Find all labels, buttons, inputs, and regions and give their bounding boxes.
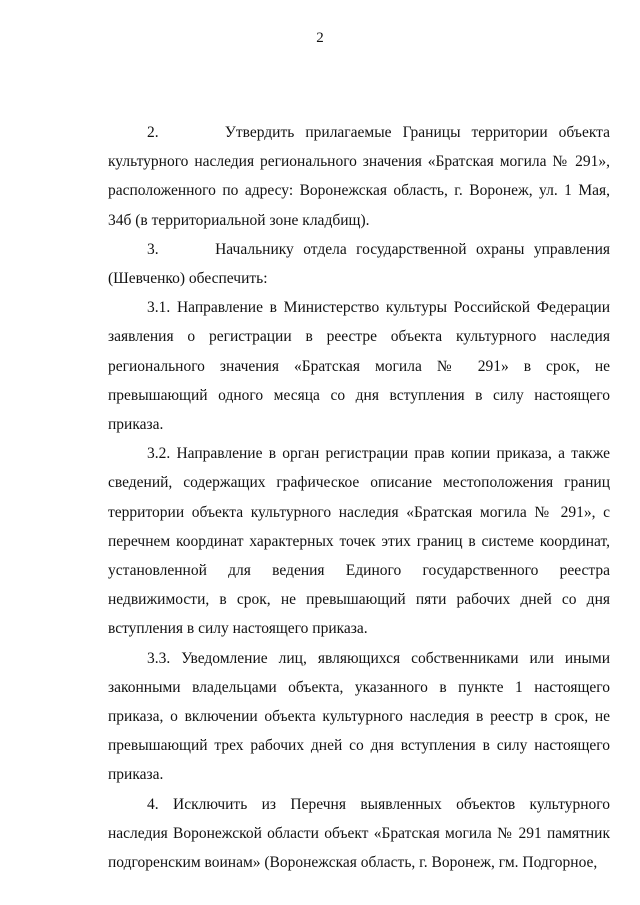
page-number: 2 — [316, 30, 324, 46]
paragraph-item-3: 3. Начальнику отдела государственной охраны управления (Шевченко) обеспечить: — [108, 240, 610, 288]
paragraph-item-3-1: 3.1. Направление в Министерство культуры Российской Федерации заявления о регистрации в реестре объекта культурного наследия регионального значения «Братская могила № 291» в срок, не превышающий одного месяца со дня вступления в силу настоящего приказа. — [108, 299, 610, 434]
document-body — [108, 118, 610, 877]
paragraph-item-4: 4. Исключить из Перечня выявленных объектов культурного наследия Воронежской области объект «Братская могила № 291 памятник подгоренским воинам» (Воронежская область, г. Воронеж, гм. Подгорное, — [108, 795, 610, 872]
paragraph-item-3-2: 3.2. Направление в орган регистрации прав копии приказа, а также сведений, содержащих графическое описание местоположения границ территории объекта культурного наследия «Братская могила № 291», с перечнем координат характерных точек этих границ в системе координат, установленной для ведения Единого государственного реестра недвижимости, в срок, не превышающий пяти рабочих дней со дня вступления в силу настоящего приказа. — [108, 445, 610, 638]
paragraph-item-2: 2. Утвердить прилагаемые Границы территории объекта культурного наследия регионального значения «Братская могила № 291», расположенного по адресу: Воронежская область, г. Воронеж, ул. 1 Мая, 34б (в территориальной зоне кладбищ). — [108, 124, 610, 229]
paragraph-item-3-3: 3.3. Уведомление лиц, являющихся собственниками или иными законными владельцами объекта, указанного в пункте 1 настоящего приказа, о включении объекта культурного наследия в реестр в срок, не превышающий трех рабочих дней со дня вступления в силу настоящего приказа. — [108, 649, 610, 784]
